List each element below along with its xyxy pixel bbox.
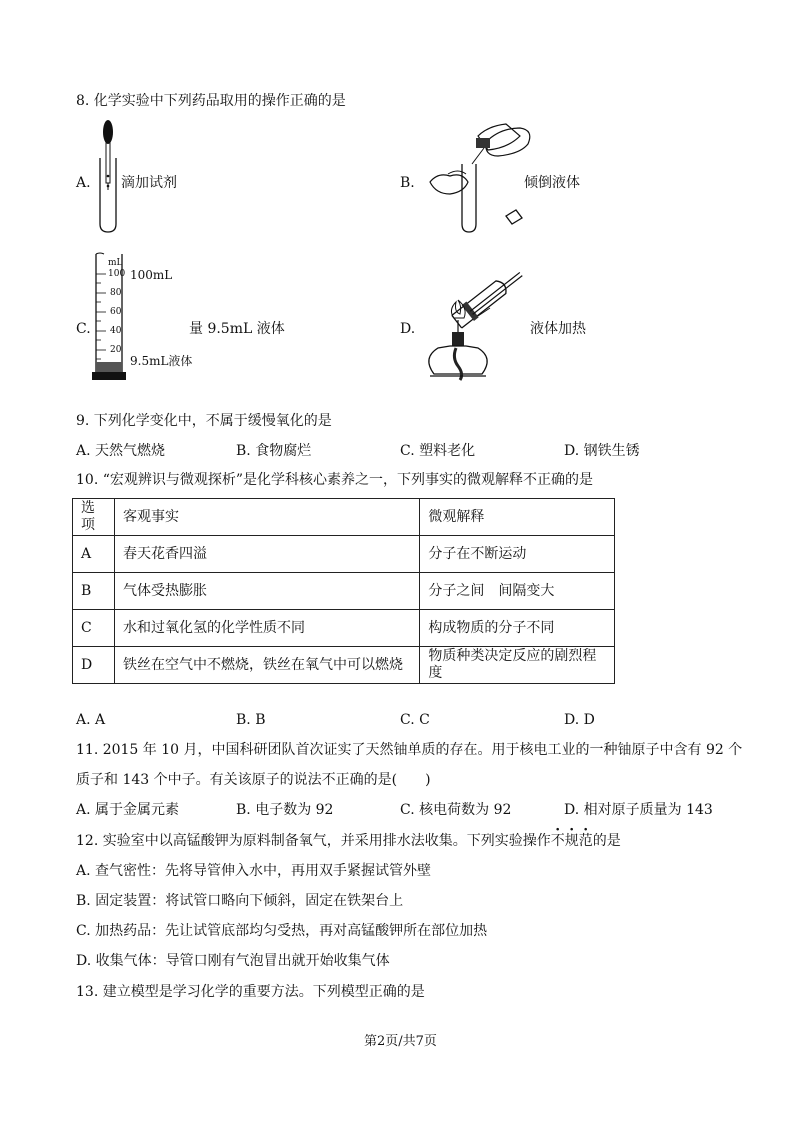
table-cell: 气体受热膨胀 — [114, 573, 419, 610]
cylinder-tick-60: 60 — [110, 307, 122, 317]
cylinder-tick-80: 80 — [110, 288, 122, 298]
table-cell: 物质种类决定反应的剧烈程度 — [420, 647, 615, 684]
q11-stem-line2: 质子和 143 个中子。有关该原子的说法不正确的是( ) — [76, 772, 431, 788]
table-cell: 铁丝在空气中不燃烧，铁丝在氧气中可以燃烧 — [114, 647, 419, 684]
table-header-row — [73, 499, 615, 536]
page-number: 第2页/共7页 — [364, 1034, 437, 1049]
dropper-in-test-tube-icon — [96, 118, 120, 234]
q13-stem: 13. 建立模型是学习化学的重要方法。下列模型正确的是 — [76, 984, 425, 1000]
q10-stem: 10. “宏观辨识与微观探析”是化学科核心素养之一，下列事实的微观解释不正确的是 — [76, 472, 594, 488]
table-cell: A — [73, 536, 115, 573]
q11-option-c: C. 核电荷数为 92 — [400, 802, 512, 818]
q12-emphasis-char: 范 — [578, 833, 593, 849]
cylinder-tick-100: 100 — [108, 269, 126, 279]
q10-option-a: A. A — [76, 712, 106, 728]
q8-option-a-letter: A. — [76, 175, 91, 191]
q10-option-c: C. C — [400, 712, 430, 728]
table-cell: B — [73, 573, 115, 610]
q11-option-b: B. 电子数为 92 — [236, 802, 334, 818]
table-header-cell: 微观解释 — [420, 499, 615, 536]
table-cell: 水和过氧化氢的化学性质不同 — [114, 610, 419, 647]
q10-table — [72, 498, 615, 684]
q12-stem — [76, 833, 621, 850]
q10-option-b: B. B — [236, 712, 266, 728]
q8-option-d-letter: D. — [400, 321, 416, 337]
q11-option-a: A. 属于金属元素 — [76, 802, 180, 818]
q12-option-c: C. 加热药品：先让试管底部均匀受热，再对高锰酸钾所在部位加热 — [76, 923, 488, 939]
q10-option-d: D. D — [564, 712, 595, 728]
q12-option-b: B. 固定装置：将试管口略向下倾斜，固定在铁架台上 — [76, 893, 404, 909]
cylinder-tick-20: 20 — [110, 345, 122, 355]
table-row — [73, 573, 615, 610]
table-cell: 构成物质的分子不同 — [420, 610, 615, 647]
table-header-cell: 客观事实 — [114, 499, 419, 536]
table-cell: C — [73, 610, 115, 647]
table-row — [73, 536, 615, 573]
table-row — [73, 647, 615, 684]
q9-stem: 9. 下列化学变化中，不属于缓慢氧化的是 — [76, 413, 332, 429]
q11-stem-line1: 11. 2015 年 10 月，中国科研团队首次证实了天然铀单质的存在。用于核电工业的一种铀原子中含有 92 个 — [76, 742, 743, 758]
table-header-cell: 选项 — [73, 499, 115, 536]
q8-stem: 8. 化学实验中下列药品取用的操作正确的是 — [76, 93, 346, 109]
q9-option-a: A. 天然气燃烧 — [76, 443, 166, 459]
alcohol-lamp-heating-icon — [420, 262, 532, 388]
q12-stem-prefix: 12. 实验室中以高锰酸钾为原料制备氧气，并采用排水法收集。下列实验操作 — [76, 833, 551, 849]
table-cell: 春天花香四溢 — [114, 536, 419, 573]
q8-option-c-caption: 量 9.5mL 液体 — [189, 321, 285, 337]
q8-option-a-caption: 滴加试剂 — [121, 175, 177, 191]
q12-emphasis-char: 不 — [550, 833, 565, 849]
table-cell: 分子在不断运动 — [420, 536, 615, 573]
q11-option-d: D. 相对原子质量为 143 — [564, 802, 713, 818]
table-cell: 分子之间 间隔变大 — [420, 573, 615, 610]
q8-option-d-caption: 液体加热 — [530, 321, 586, 337]
q12-option-a: A. 查气密性：先将导管伸入水中，再用双手紧握试管外壁 — [76, 863, 432, 879]
q8-option-c-letter: C. — [76, 321, 91, 337]
q9-option-c: C. 塑料老化 — [400, 443, 476, 459]
q8-option-b-caption: 倾倒液体 — [524, 175, 580, 191]
q12-stem-suffix: 的是 — [592, 833, 621, 849]
cylinder-tick-40: 40 — [110, 326, 122, 336]
q12-option-d: D. 收集气体：导管口刚有气泡冒出就开始收集气体 — [76, 953, 390, 969]
cylinder-top-label: 100mL — [130, 268, 173, 282]
table-row — [73, 610, 615, 647]
q12-emphasis-char: 规 — [564, 833, 579, 849]
cylinder-unit-label: mL — [108, 258, 123, 268]
q9-option-d: D. 钢铁生锈 — [564, 443, 640, 459]
q8-option-b-letter: B. — [400, 175, 415, 191]
table-cell: D — [73, 647, 115, 684]
q9-option-b: B. 食物腐烂 — [236, 443, 312, 459]
cylinder-bottom-label: 9.5mL液体 — [130, 354, 193, 368]
